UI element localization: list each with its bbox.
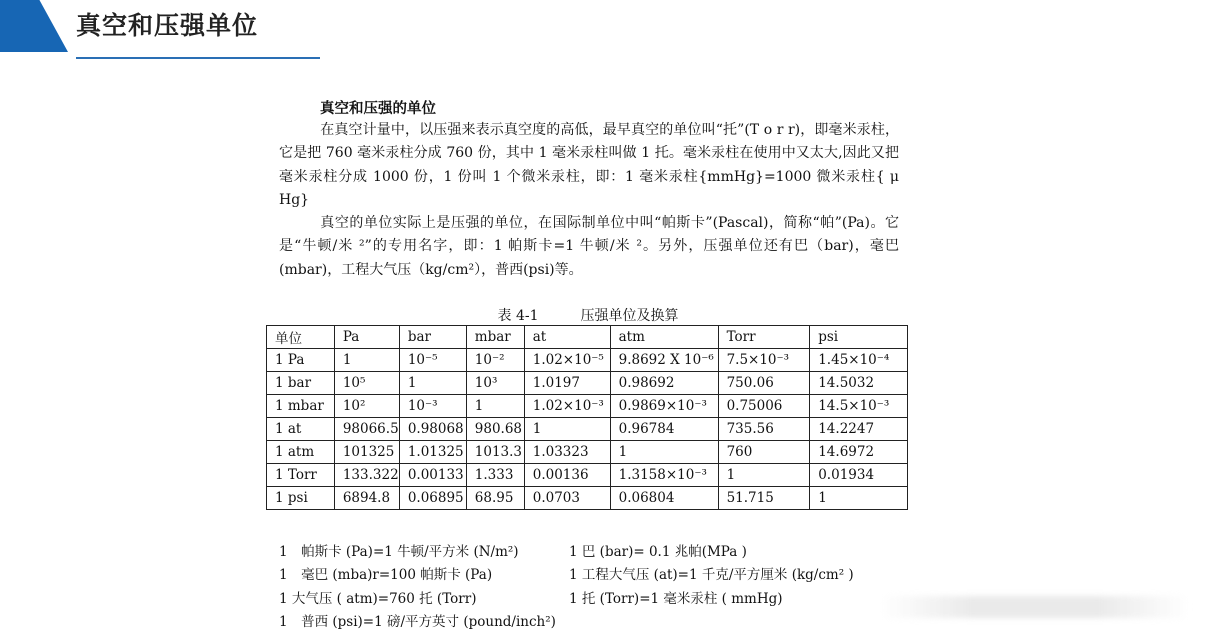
table-cell: 1	[334, 349, 399, 372]
note-left: 1 毫巴 (mba)r=100 帕斯卡 (Pa)	[279, 567, 493, 584]
table-cell: 1.02×10⁻⁵	[524, 349, 610, 372]
table-cell: 1.45×10⁻⁴	[810, 349, 908, 372]
table-cell: 1 mbar	[267, 395, 335, 418]
table-cell: 980.68	[466, 418, 524, 441]
table-cell: bar	[399, 326, 466, 349]
table-cell: 10⁵	[334, 372, 399, 395]
table-cell: 7.5×10⁻³	[718, 349, 810, 372]
table-cell: 0.98692	[610, 372, 718, 395]
table-cell: 6894.8	[334, 487, 399, 510]
table-cell: 760	[718, 441, 810, 464]
table-cell: 0.75006	[718, 395, 810, 418]
paragraph: 真空的单位实际上是压强的单位，在国际制单位中叫“帕斯卡”(Pascal)，简称“帕”(Pa)。它是“牛顿/米 ²”的专用名字，即：1 帕斯卡=1 牛顿/米 ²。另外，压强单位还有巴（bar)，毫巴(mbar)，工程大气压（kg/cm²），普西(psi)等。	[279, 215, 899, 278]
unit-notes	[279, 538, 919, 632]
table-cell: 51.715	[718, 487, 810, 510]
table-row	[267, 487, 908, 510]
table-cell: 1 Pa	[267, 349, 335, 372]
paragraph: 在真空计量中，以压强来表示真空度的高低，最早真空的单位叫“托”(T o r r)，即毫米汞柱，它是把 760 毫米汞柱分成 760 份，其中 1 毫米汞柱叫做 1 托。毫米汞柱在使用中又太大,因此又把毫米汞柱分成 1000 份，1 份叫 1 个微米汞柱，即：1 毫米汞柱{mmHg}=1000 微米汞柱{ μ Hg}	[279, 122, 899, 208]
note-left: 1 普西 (psi)=1 磅/平方英寸 (pound/inch²)	[279, 614, 556, 631]
table-cell: 1	[718, 464, 810, 487]
table-cell: atm	[610, 326, 718, 349]
table-cell: 14.2247	[810, 418, 908, 441]
table-cell: 0.9869×10⁻³	[610, 395, 718, 418]
table-cell: 0.0703	[524, 487, 610, 510]
table-cell: 1 bar	[267, 372, 335, 395]
table-cell: 1.01325	[399, 441, 466, 464]
table-cell: 735.56	[718, 418, 810, 441]
table-cell: 10⁻²	[466, 349, 524, 372]
note-row	[279, 585, 919, 609]
table-cell: Pa	[334, 326, 399, 349]
table-cell: psi	[810, 326, 908, 349]
body-text	[279, 119, 899, 282]
table-cell: 1.03323	[524, 441, 610, 464]
table-cell: 0.98068	[399, 418, 466, 441]
table-cell: 10⁻⁵	[399, 349, 466, 372]
table-cell: 1	[399, 372, 466, 395]
table-cell: 1 at	[267, 418, 335, 441]
table-cell: 0.06804	[610, 487, 718, 510]
note-row	[279, 538, 919, 562]
table-row	[267, 441, 908, 464]
table-cell: 14.5032	[810, 372, 908, 395]
table-caption: 表 4-1 压强单位及换算	[497, 308, 679, 324]
table-cell: Torr	[718, 326, 810, 349]
note-row	[279, 562, 919, 586]
table-cell: 0.96784	[610, 418, 718, 441]
table-cell: mbar	[466, 326, 524, 349]
table-cell: 1.3158×10⁻³	[610, 464, 718, 487]
title-underline	[76, 57, 320, 59]
note-left: 1 帕斯卡 (Pa)=1 牛顿/平方米 (N/m²)	[279, 543, 519, 560]
table-cell: 1.02×10⁻³	[524, 395, 610, 418]
table-cell: 单位	[267, 326, 335, 349]
note-right: 1 托 (Torr)=1 毫米汞柱 ( mmHg)	[569, 590, 783, 607]
note-row	[279, 609, 919, 633]
table-row	[267, 372, 908, 395]
table-row	[267, 418, 908, 441]
table-body	[267, 326, 908, 510]
table-cell: 98066.5	[334, 418, 399, 441]
table-cell: 1	[524, 418, 610, 441]
note-left: 1 大气压 ( atm)=760 托 (Torr)	[279, 590, 477, 607]
table-cell: 1.0197	[524, 372, 610, 395]
table-row	[267, 395, 908, 418]
table-cell: 0.00133	[399, 464, 466, 487]
table-cell: 9.8692 X 10⁻⁶	[610, 349, 718, 372]
table-cell: 1	[610, 441, 718, 464]
table-cell: 1	[810, 487, 908, 510]
table-cell: 14.6972	[810, 441, 908, 464]
table-cell: 1 atm	[267, 441, 335, 464]
table-cell: 0.06895	[399, 487, 466, 510]
note-right: 1 巴 (bar)= 0.1 兆帕(MPa )	[569, 543, 747, 560]
table-cell: 14.5×10⁻³	[810, 395, 908, 418]
table-cell: 1013.3	[466, 441, 524, 464]
table-row	[267, 349, 908, 372]
table-cell: 133.322	[334, 464, 399, 487]
table-cell: at	[524, 326, 610, 349]
table-cell: 0.00136	[524, 464, 610, 487]
table-cell: 0.01934	[810, 464, 908, 487]
conversion-table	[266, 325, 908, 510]
page-title: 真空和压强单位	[76, 11, 259, 40]
table-cell: 10²	[334, 395, 399, 418]
table-cell: 1 Torr	[267, 464, 335, 487]
table-cell: 10⁻³	[399, 395, 466, 418]
header-accent-shape	[0, 0, 68, 52]
section-heading: 真空和压强的单位	[320, 100, 436, 117]
note-right: 1 工程大气压 (at)=1 千克/平方厘米 (kg/cm² )	[569, 567, 854, 584]
table-cell: 1.333	[466, 464, 524, 487]
blurred-watermark	[880, 596, 1190, 618]
table-cell: 101325	[334, 441, 399, 464]
table-cell: 68.95	[466, 487, 524, 510]
table-row	[267, 464, 908, 487]
table-cell: 1	[466, 395, 524, 418]
table-cell: 1 psi	[267, 487, 335, 510]
table-header-row	[267, 326, 908, 349]
table-cell: 10³	[466, 372, 524, 395]
table-cell: 750.06	[718, 372, 810, 395]
